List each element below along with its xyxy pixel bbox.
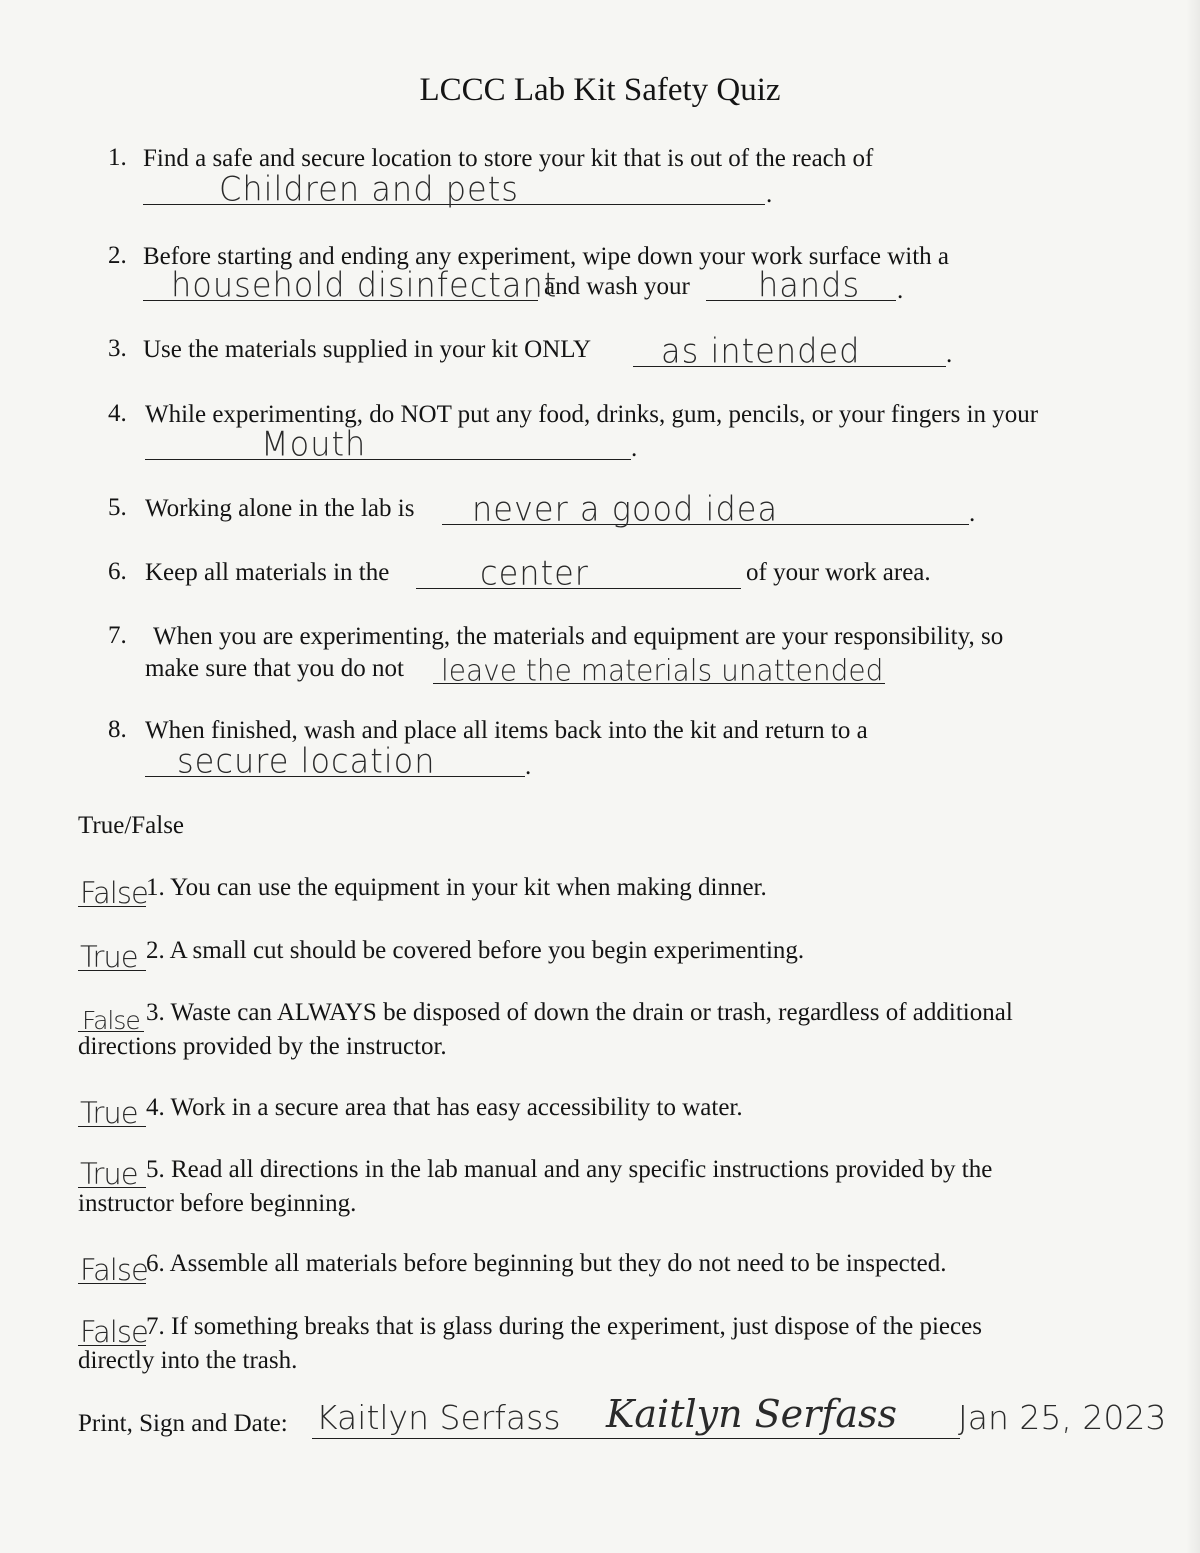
q7-handwritten-answer: leave the materials unattended <box>441 653 884 688</box>
q2-answer-a-blank <box>143 265 558 305</box>
q3-handwritten-answer: as intended <box>661 331 861 371</box>
tf5-statement-line2: instructor before beginning. <box>78 1190 357 1217</box>
q6-answer-blank <box>416 553 741 593</box>
tf1-answer-blank <box>78 876 148 910</box>
tf6-handwritten-answer: False <box>80 1253 148 1287</box>
tf5-statement-line1: 5. Read all directions in the lab manual and any specific instructions provided by the <box>146 1156 993 1183</box>
tf5-handwritten-answer: True <box>80 1157 138 1191</box>
page-title: LCCC Lab Kit Safety Quiz <box>419 72 781 108</box>
tf4-statement: 4. Work in a secure area that has easy accessibility to water. <box>146 1094 743 1121</box>
q3-text: Use the materials supplied in your kit ONLY <box>143 336 592 363</box>
true-false-heading: True/False <box>78 812 185 839</box>
q5-number: 5. <box>108 494 127 521</box>
q2-answer-b-blank <box>706 265 896 305</box>
q2-end: . <box>897 277 904 304</box>
q6-text: Keep all materials in the <box>145 559 390 586</box>
tf2-statement: 2. A small cut should be covered before you begin experimenting. <box>146 937 805 964</box>
q1-answer-blank <box>143 169 765 209</box>
q8-text: When finished, wash and place all items back into the kit and return to a <box>145 717 868 744</box>
tf3-handwritten-answer: False <box>82 1006 140 1035</box>
q2-handwritten-answer-b: hands <box>758 265 861 305</box>
q4-end: . <box>631 435 638 462</box>
q2-handwritten-answer-a: household disinfectant <box>171 265 558 305</box>
signature-label: Print, Sign and Date: <box>78 1410 288 1437</box>
printed-name: Kaitlyn Serfass <box>316 1398 561 1437</box>
tf1-handwritten-answer: False <box>80 876 148 910</box>
q6-after: of your work area. <box>746 559 931 586</box>
tf7-statement-line1: 7. If something breaks that is glass during the experiment, just dispose of the pieces <box>146 1313 982 1340</box>
q3-answer-blank <box>633 331 946 371</box>
tf6-answer-blank <box>78 1253 148 1287</box>
handwritten-signature: Kaitlyn Serfass <box>606 1392 898 1436</box>
q1-handwritten-answer: Children and pets <box>219 169 519 209</box>
tf3-statement-line2: directions provided by the instructor. <box>78 1033 447 1060</box>
q4-text: While experimenting, do NOT put any food, drinks, gum, pencils, or your fingers in your <box>145 401 1039 428</box>
q8-number: 8. <box>108 716 127 743</box>
tf5-answer-blank <box>78 1157 146 1191</box>
q6-handwritten-answer: center <box>480 553 589 593</box>
q5-answer-blank <box>442 489 969 529</box>
tf6-statement: 6. Assemble all materials before beginning but they do not need to be inspected. <box>146 1250 947 1277</box>
q1-end: . <box>766 181 773 208</box>
q8-answer-blank <box>145 741 525 781</box>
q3-end: . <box>946 341 953 368</box>
q4-answer-blank <box>145 424 631 464</box>
q1-number: 1. <box>108 144 127 171</box>
tf4-answer-blank <box>78 1096 146 1130</box>
q5-end: . <box>969 500 976 527</box>
q1-text: Find a safe and secure location to store your kit that is out of the reach of <box>143 145 874 172</box>
signature-date: Jan 25, 2023 <box>958 1398 1167 1437</box>
q8-end: . <box>525 753 532 780</box>
tf3-answer-blank <box>78 1001 144 1035</box>
q7-number: 7. <box>108 622 127 649</box>
q4-handwritten-answer: Mouth <box>261 424 367 464</box>
q2-middle: and wash your <box>544 273 690 300</box>
tf4-handwritten-answer: True <box>80 1096 138 1130</box>
q7-answer-blank <box>433 651 885 688</box>
q7-text-line2: make sure that you do not <box>145 655 404 682</box>
scan-edge-shadow <box>1186 0 1200 1553</box>
q5-handwritten-answer: never a good idea <box>472 489 779 529</box>
q5-text: Working alone in the lab is <box>145 495 415 522</box>
tf2-answer-blank <box>78 940 146 974</box>
q7-text-line1: When you are experimenting, the materials and equipment are your responsibility, so <box>153 623 1004 650</box>
q8-handwritten-answer: secure location <box>177 741 436 781</box>
q3-number: 3. <box>108 335 127 362</box>
tf7-statement-line2: directly into the trash. <box>78 1347 298 1374</box>
q2-number: 2. <box>108 242 127 269</box>
tf1-statement: 1. You can use the equipment in your kit when making dinner. <box>146 874 767 901</box>
q4-number: 4. <box>108 400 127 427</box>
q2-text: Before starting and ending any experiment, wipe down your work surface with a <box>143 243 950 270</box>
tf7-answer-blank <box>78 1315 148 1349</box>
q6-number: 6. <box>108 558 127 585</box>
tf3-statement-line1: 3. Waste can ALWAYS be disposed of down the drain or trash, regardless of additional <box>146 999 1013 1026</box>
tf2-handwritten-answer: True <box>80 940 138 974</box>
tf7-handwritten-answer: False <box>80 1315 148 1349</box>
